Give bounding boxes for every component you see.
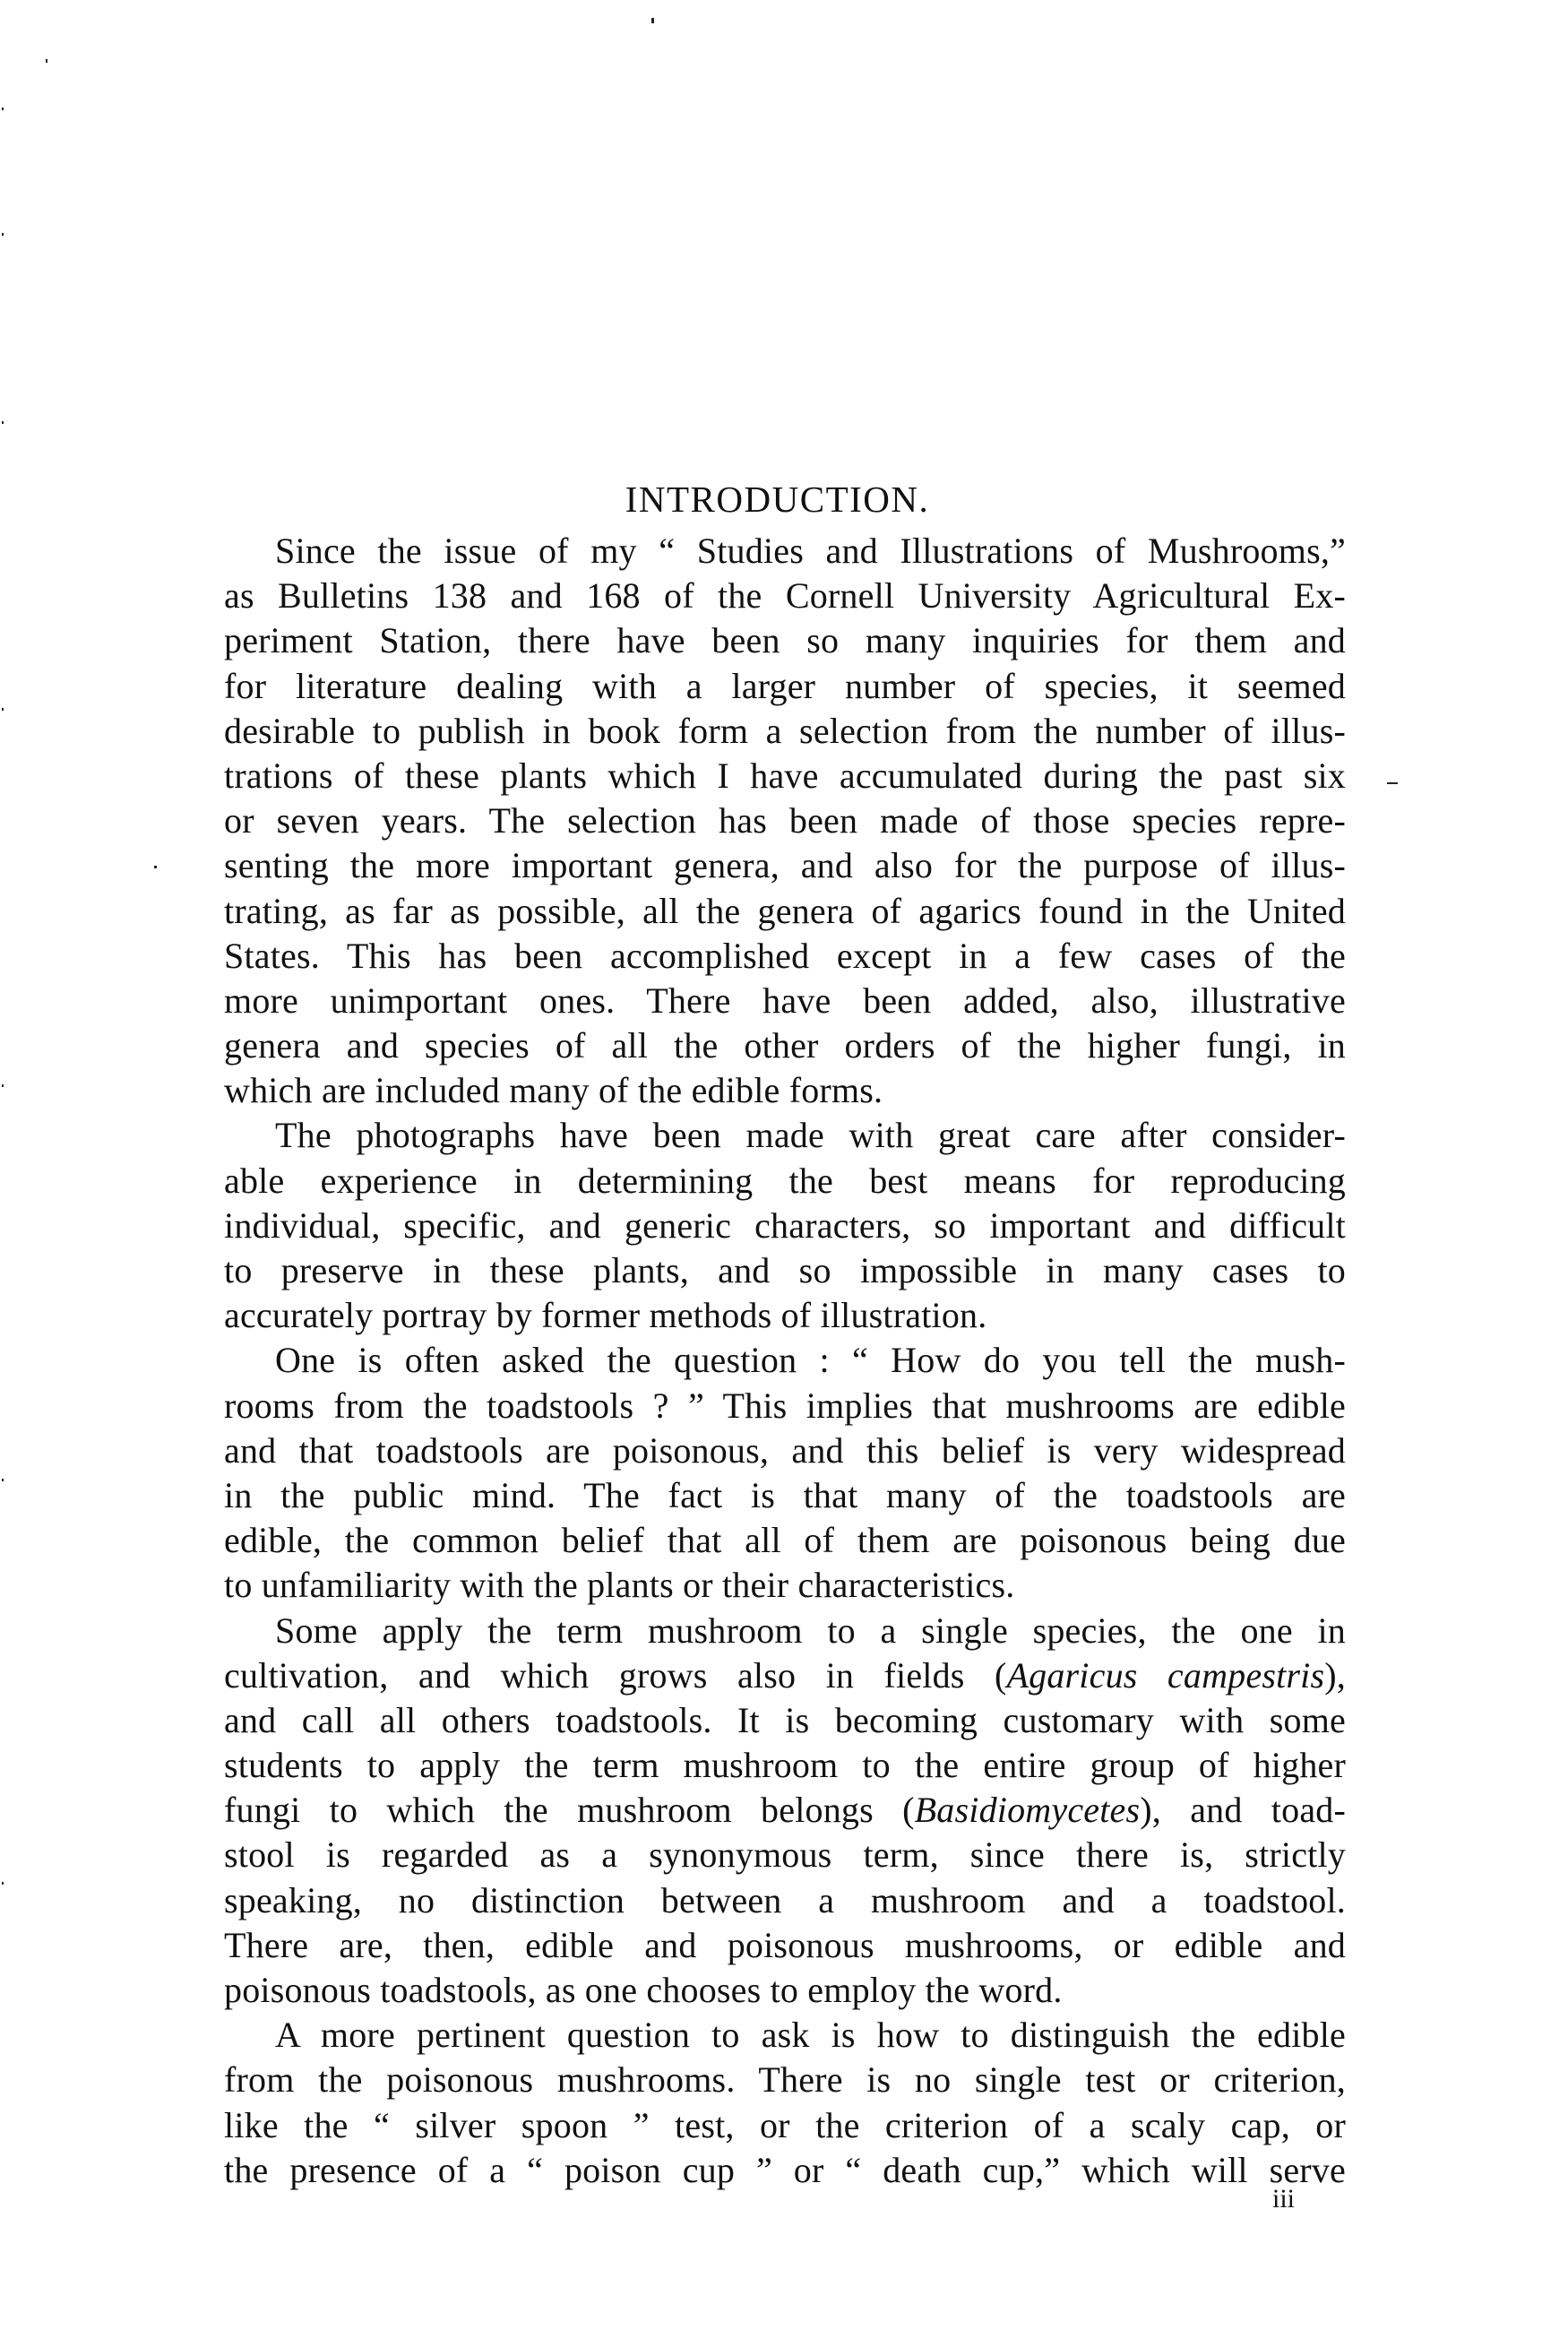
taxon-name: Basidiomycetes [914,1790,1141,1831]
text-line: A more pertinent question to ask is how to distinguish the edible [275,2015,1346,2056]
text-run: ), [1324,1654,1346,1696]
text-line: Since the issue of my “ Studies and Illustrations of Mushrooms,” [275,531,1346,571]
text-line: rooms from the toadstools ? ” This implies that mushrooms are edible [224,1385,1346,1426]
text-line: The photographs have been made with great care after consider- [275,1115,1346,1156]
scan-speck [2,708,4,711]
text-line: trations of these plants which I have accumulated during the past six [224,755,1346,796]
text-line: to unfamiliarity with the plants or their characteristics. [224,1565,1015,1606]
text-line: periment Station, there have been so many inquiries for them and [224,620,1346,661]
species-name: Agaricus campestris [1006,1654,1325,1696]
scan-speck [1387,782,1398,784]
page-number: iii [1272,2184,1296,2214]
scan-speck [2,108,4,110]
scan-speck [2,421,4,424]
text-line: trating, as far as possible, all the genera of agarics found in the United [224,890,1346,931]
paragraph [224,1338,1346,1608]
text-line: students to apply the term mushroom to the entire group of higher [224,1745,1346,1786]
text-line: in the public mind. The fact is that many of the toadstools are [224,1474,1346,1515]
text-line [224,1653,1346,1698]
scan-speck [46,59,47,63]
body-text [224,529,1346,2193]
text-line: One is often asked the question : “ How do you tell the mush- [275,1340,1346,1381]
text-line: like the “ silver spoon ” test, or the criterion of a scaly cap, or [224,2104,1346,2145]
text-line: poisonous toadstools, as one chooses to employ the word. [224,1970,1063,2010]
paragraph [224,529,1346,1113]
scan-speck [651,18,654,23]
text-line: more unimportant ones. There have been added, also, illustrative [224,979,1346,1021]
text-line: accurately portray by former methods of illustration. [224,1295,987,1336]
text-line [224,1788,1346,1833]
chapter-title: INTRODUCTION. [625,479,930,521]
scan-speck [2,233,4,236]
text-line: to preserve in these plants, and so impossible in many cases to [224,1250,1346,1290]
scan-speck [2,1084,4,1087]
text-line: edible, the common belief that all of them are poisonous being due [224,1520,1346,1561]
text-line: speaking, no distinction between a mushroom and a toadstool. [224,1879,1346,1920]
scan-speck [154,866,157,868]
text-line: from the poisonous mushrooms. There is no single test or criterion, [224,2059,1346,2101]
scan-speck [2,1479,4,1481]
text-line: or seven years. The selection has been made of those species repre- [224,800,1346,841]
paragraph [224,1113,1346,1338]
scan-speck [2,1882,4,1885]
paragraph [224,2013,1346,2193]
text-line: as Bulletins 138 and 168 of the Cornell University Agricultural Ex- [224,575,1346,617]
text-run: ), and toad- [1140,1790,1346,1831]
text-line: States. This has been accomplished except in a few cases of the [224,935,1346,976]
text-line: Some apply the term mushroom to a single species, the one in [275,1609,1346,1651]
text-line: able experience in determining the best means for reproducing [224,1160,1346,1201]
text-line: stool is regarded as a synonymous term, since there is, strictly [224,1834,1346,1876]
text-line: the presence of a “ poison cup ” or “ death cup,” which will serve [224,2149,1346,2190]
text-line: There are, then, edible and poisonous mushrooms, or edible and [224,1924,1346,1965]
text-line: for literature dealing with a larger number of species, it seemed [224,665,1346,706]
text-line: genera and species of all the other orders of the higher fungi, in [224,1025,1346,1066]
text-line: senting the more important genera, and also for the purpose of illus- [224,845,1346,886]
text-line: and that toadstools are poisonous, and this belief is very widespread [224,1429,1346,1471]
text-run: fungi to which the mushroom belongs ( [224,1790,915,1831]
text-line: and call all others toadstools. It is becoming customary with some [224,1699,1346,1740]
text-line: desirable to publish in book form a selection from the number of illus- [224,710,1346,751]
text-line: individual, specific, and generic characters, so important and difficult [224,1204,1346,1246]
text-line: which are included many of the edible forms. [224,1070,883,1111]
text-run: cultivation, and which grows also in fields ( [224,1654,1007,1696]
paragraph [224,1609,1346,2014]
